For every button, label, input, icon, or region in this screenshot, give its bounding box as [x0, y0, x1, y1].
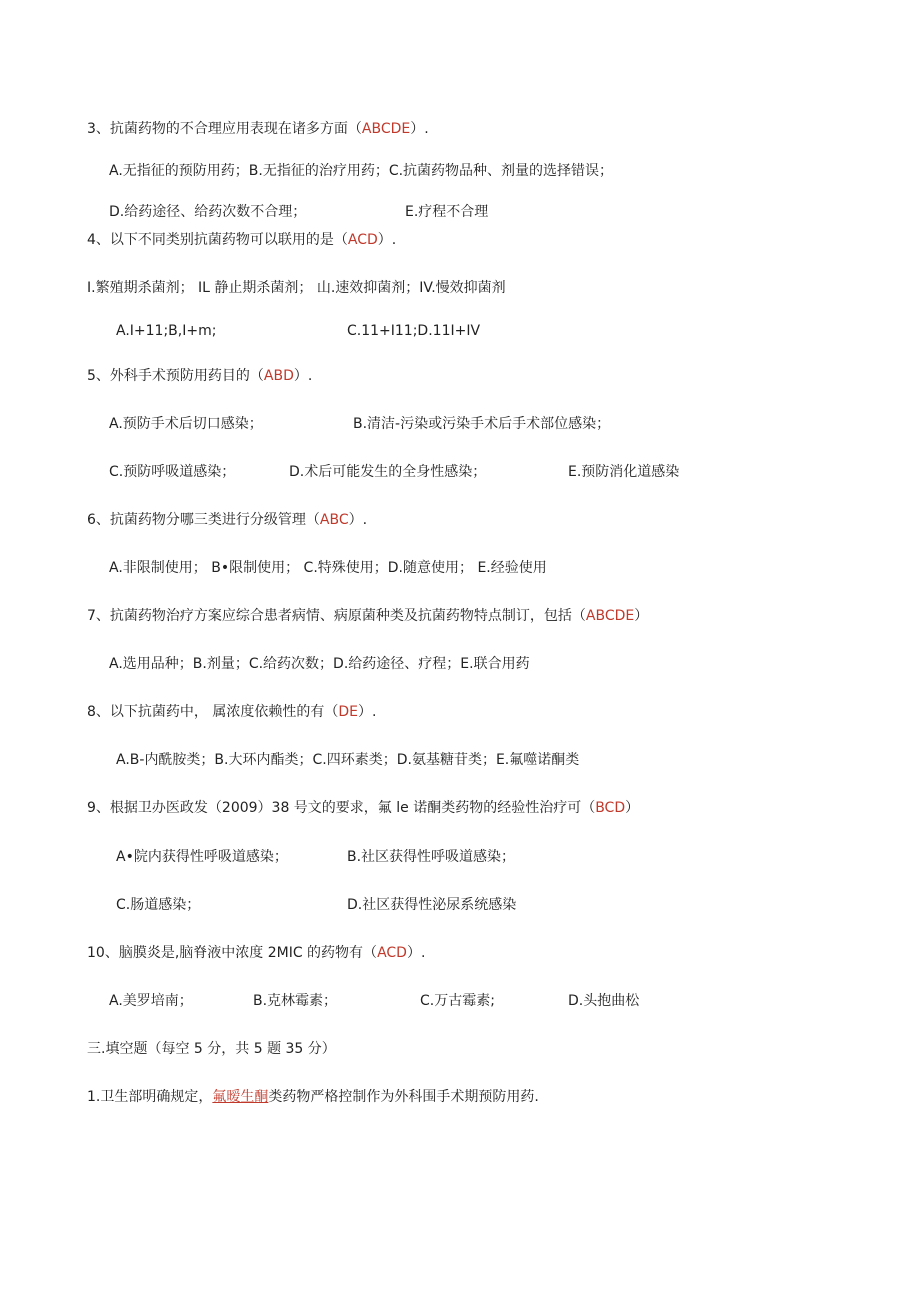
question-9-option-d: D.社区获得性泌尿系统感染 [347, 897, 517, 913]
question-7-stem [87, 607, 648, 625]
question-10-text: 10、脑膜炎是,脑脊液中浓度 2MIC 的药物有（ [87, 945, 378, 961]
question-3-options-line1: A.无指征的预防用药；B.无指征的治疗用药；C.抗菌药物品种、剂量的选择错误； [109, 163, 614, 179]
question-10-option-a: A.美罗培南； [109, 993, 193, 1009]
question-3-close: ）. [410, 121, 429, 137]
question-5-option-a: A.预防手术后切口感染； [109, 416, 263, 432]
question-8-text: 8、以下抗菌药中， 属浓度依赖性的有（ [87, 704, 339, 720]
question-4-classes: I.繁殖期杀菌剂； IL 静止期杀菌剂； 山.速效抑菌剂；IV.慢效抑菌剂 [87, 280, 506, 296]
question-10-stem [87, 944, 425, 962]
question-9-close: ） [625, 800, 640, 816]
question-4-close: ）. [377, 232, 397, 248]
section-3-heading: 三.填空题（每空 5 分，共 5 题 35 分） [87, 1041, 336, 1057]
question-5-close: ）. [293, 368, 313, 384]
question-4-text: 4、以下不同类别抗菌药物可以联用的是（ [87, 232, 348, 248]
question-8-close: ）. [358, 704, 377, 720]
question-5-option-e: E.预防消化道感染 [568, 464, 680, 480]
question-9-answer: BCD [595, 800, 626, 816]
question-5-option-d: D.术后可能发生的全身性感染； [289, 464, 487, 480]
question-4-options-cd: C.11+I11;D.11I+IV [347, 323, 481, 339]
question-5-text: 5、外科手术预防用药目的（ [87, 368, 264, 384]
question-9-stem [87, 799, 639, 817]
question-7-options: A.选用品种；B.剂量；C.给药次数；D.给药途径、疗程；E.联合用药 [109, 656, 530, 672]
question-10-answer: ACD [377, 945, 407, 961]
question-7-text: 7、抗菌药物治疗方案应综合患者病情、病原菌种类及抗菌药物特点制订，包括（ [87, 608, 586, 624]
question-10-option-c: C.万古霉素; [420, 993, 495, 1009]
question-10-option-d: D.头抱曲松 [568, 993, 640, 1009]
question-10-close: ）. [406, 945, 426, 961]
question-4-stem [87, 231, 396, 249]
question-5-option-b: B.清洁-污染或污染手术后手术部位感染； [353, 416, 611, 432]
question-8-options: A.B-内酰胺类；B.大环内酯类；C.四环素类；D.氨基糖苷类；E.氟噬诺酮类 [116, 752, 580, 768]
question-3-answer: ABCDE [361, 121, 411, 137]
question-9-option-b: B.社区获得性呼吸道感染； [347, 849, 516, 865]
question-6-close: ）. [348, 512, 368, 528]
question-9-option-a: A•院内获得性呼吸道感染； [116, 849, 288, 865]
question-3-option-e: E.疗程不合理 [405, 204, 489, 220]
question-7-answer: ABCDE [585, 608, 635, 624]
question-5-stem [87, 367, 312, 385]
question-7-close: ） [634, 608, 649, 624]
question-8-stem [87, 703, 376, 721]
fill-question-1-rest: 类药物严格控制作为外科围手术期预防用药. [268, 1089, 539, 1105]
fill-question-1 [87, 1088, 539, 1106]
question-9-text: 9、根据卫办医政发（2009）38 号文的要求，氟 le 诺酮类药物的经验性治疗可（ [87, 800, 596, 816]
question-4-answer: ACD [347, 232, 378, 248]
question-3-stem [87, 120, 429, 138]
question-3-option-d: D.给药途径、给药次数不合理； [109, 204, 307, 220]
question-9-option-c: C.肠道感染； [116, 897, 201, 913]
question-10-option-b: B.克林霉素； [253, 993, 338, 1009]
fill-question-1-text: 1.卫生部明确规定， [87, 1089, 213, 1105]
question-8-answer: DE [338, 704, 358, 720]
question-3-text: 3、抗菌药物的不合理应用表现在诸多方面（ [87, 121, 362, 137]
question-6-text: 6、抗菌药物分哪三类进行分级管理（ [87, 512, 320, 528]
question-6-stem [87, 511, 367, 529]
question-4-options-ab: A.I+11;B,I+m; [116, 323, 217, 339]
question-6-answer: ABC [319, 512, 349, 528]
question-6-options: A.非限制使用； B•限制使用； C.特殊使用；D.随意使用； E.经验使用 [109, 560, 547, 576]
question-5-option-c: C.预防呼吸道感染； [109, 464, 236, 480]
question-5-answer: ABD [263, 368, 294, 384]
fill-question-1-answer: 氟暧生酮 [212, 1089, 269, 1105]
